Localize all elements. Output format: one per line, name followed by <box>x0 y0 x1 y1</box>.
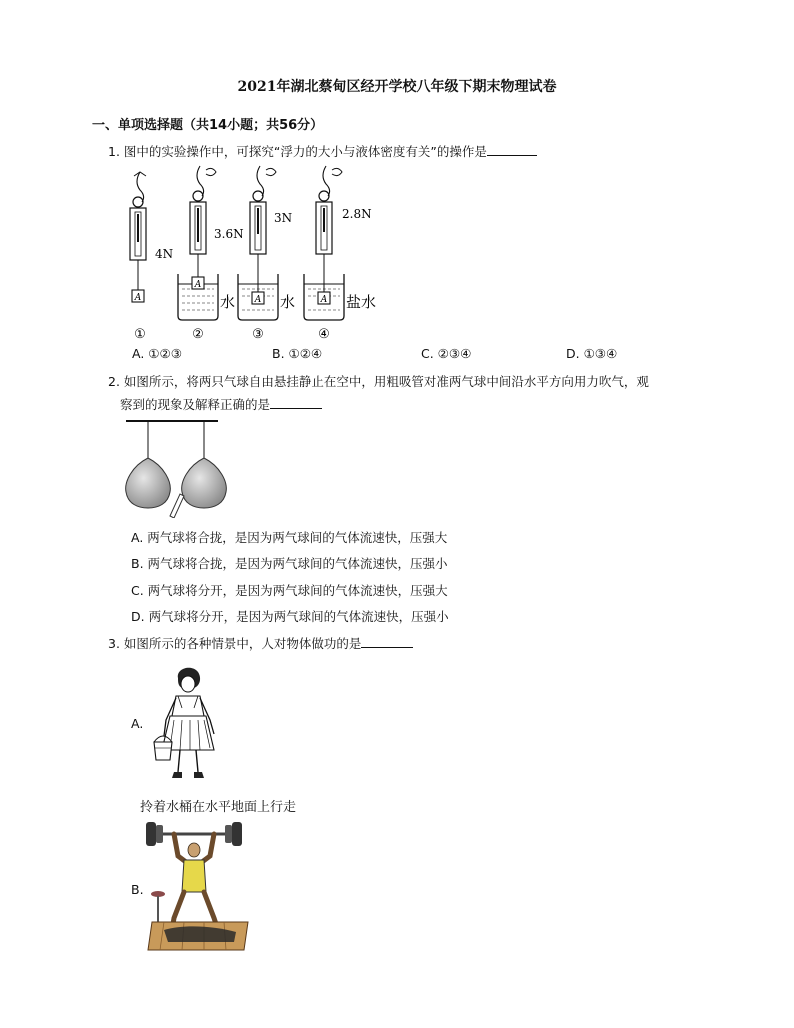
q2-option-a[interactable]: A. 两气球将合拢，是因为两气球间的气体流速快，压强大 <box>131 530 448 545</box>
liquid-label-3: 水 <box>280 293 296 311</box>
block-label: A <box>320 295 328 305</box>
straw <box>170 494 184 518</box>
q2-option-b[interactable]: B. 两气球将合拢，是因为两气球间的气体流速快，压强小 <box>131 556 448 571</box>
q1-option-a[interactable]: A. ①②③ <box>132 346 182 361</box>
weightlifter-illustration <box>144 818 250 952</box>
q1-option-d[interactable]: D. ①③④ <box>566 346 618 361</box>
answer-blank <box>270 395 322 409</box>
spring-scale-3 <box>238 166 295 320</box>
balloon-right <box>182 458 227 508</box>
block-label: A <box>254 295 262 305</box>
q3-option-a-caption: 拎着水桶在水平地面上行走 <box>140 800 297 815</box>
question-3-text: 3. 如图所示的各种情景中，人对物体做功的是 <box>108 636 362 651</box>
page-title: 2021年湖北蔡甸区经开学校八年级下期末物理试卷 <box>237 79 557 95</box>
question-1-text: 1. 图中的实验操作中，可探究“浮力的大小与液体密度有关”的操作是 <box>108 144 487 159</box>
question-1-stem <box>108 141 537 163</box>
woman-carrying-bucket-illustration <box>148 664 230 786</box>
section-heading: 一、单项选择题（共14小题；共56分） <box>92 118 324 133</box>
balloon-figure <box>118 418 238 518</box>
block-label: A <box>194 280 202 290</box>
caption-4: ④ <box>318 327 330 342</box>
liquid-label-4: 盐水 <box>346 293 377 311</box>
question-3-stem <box>108 633 413 655</box>
caption-2: ② <box>192 327 204 342</box>
answer-blank <box>361 634 413 648</box>
q3-option-a-label[interactable]: A. <box>131 716 144 731</box>
spring-scale-figure <box>118 162 408 342</box>
caption-1: ① <box>134 327 146 342</box>
reading-4: 2.8N <box>342 207 372 221</box>
reading-3: 3N <box>274 211 293 225</box>
question-2-text: 察到的现象及解释正确的是 <box>120 397 271 412</box>
spring-scale-1 <box>130 172 173 303</box>
spring-scale-4 <box>304 166 376 320</box>
caption-3: ③ <box>252 327 264 342</box>
q1-option-c[interactable]: C. ②③④ <box>421 346 472 361</box>
balloon-left <box>126 458 171 508</box>
reading-2: 3.6N <box>214 227 244 241</box>
q2-option-c[interactable]: C. 两气球将分开，是因为两气球间的气体流速快，压强大 <box>131 583 448 598</box>
liquid-label-2: 水 <box>220 293 236 311</box>
spring-scale-2 <box>178 166 244 320</box>
answer-blank <box>487 142 537 156</box>
q1-option-b[interactable]: B. ①②④ <box>272 346 323 361</box>
question-2-stem-line1: 2. 如图所示，将两只气球自由悬挂静止在空中，用粗吸管对准两气球中间沿水平方向用力吹气，观 <box>108 374 649 389</box>
question-2-stem-line2 <box>120 394 322 416</box>
reading-1: 4N <box>155 247 174 261</box>
q3-option-b-label[interactable]: B. <box>131 882 144 897</box>
q2-option-d[interactable]: D. 两气球将分开，是因为两气球间的气体流速快，压强小 <box>131 609 449 624</box>
block-label: A <box>134 293 142 303</box>
